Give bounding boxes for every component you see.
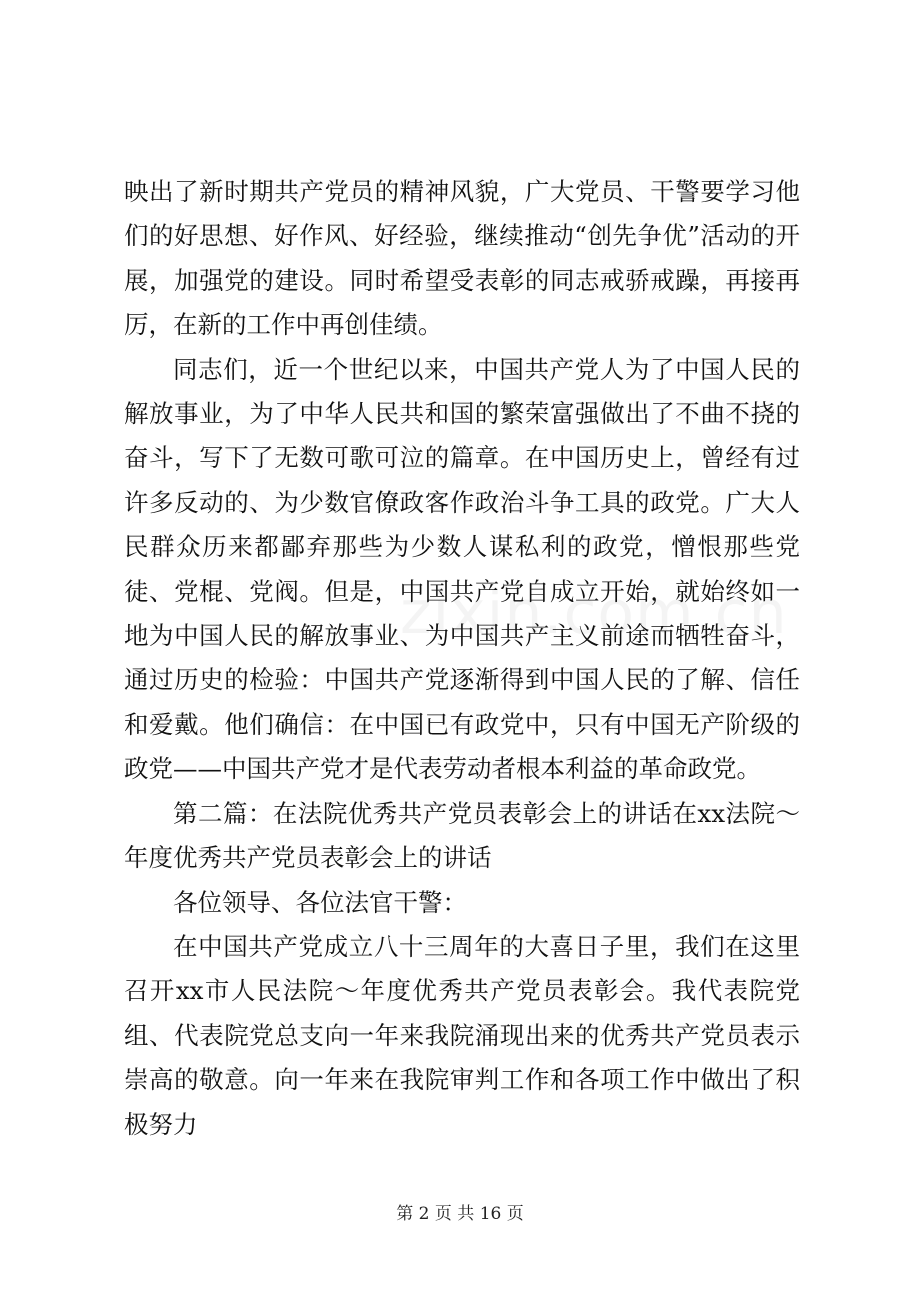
document-body [124,170,800,1147]
paragraph-3-section-title: 第二篇：在法院优秀共产党员表彰会上的讲话在xx法院～年度优秀共产党员表彰会上的讲话 [124,798,800,873]
paragraph-2: 同志们，近一个世纪以来，中国共产党人为了中国人民的解放事业，为了中华人民共和国的繁荣富强做出了不曲不挠的奋斗，写下了无数可歌可泣的篇章。在中国历史上，曾经有过许多反动的、为少数官僚政客作政治斗争工具的政党。广大人民群众历来都鄙弃那些为少数人谋私利的政党，憎恨那些党徒、党棍、党阀。但是，中国共产党自成立开始，就始终如一地为中国人民的解放事业、为中国共产主义前途而牺牲奋斗，通过历史的检验：中国共产党逐渐得到中国人民的了解、信任和爱戴。他们确信：在中国已有政党中，只有中国无产阶级的政党——中国共产党才是代表劳动者根本利益的革命政党。 [124,354,800,784]
paragraph-5: 在中国共产党成立八十三周年的大喜日子里，我们在这里召开xx市人民法院～年度优秀共产党员表彰会。我代表院党组、代表院党总支向一年来我院涌现出来的优秀共产党员表示崇高的敬意。向一年来在我院审判工作和各项工作中做出了积极努力 [124,931,800,1139]
paragraph-4-salutation: 各位领导、各位法官干警： [173,887,467,917]
paragraph-1: 映出了新时期共产党员的精神风貌，广大党员、干警要学习他们的好思想、好作风、好经验，继续推动“创先争优”活动的开展，加强党的建设。同时希望受表彰的同志戒骄戒躁，再接再厉，在新的工作中再创佳绩。 [124,177,800,340]
page-number-footer: 第 2 页 共 16 页 [396,1204,524,1224]
